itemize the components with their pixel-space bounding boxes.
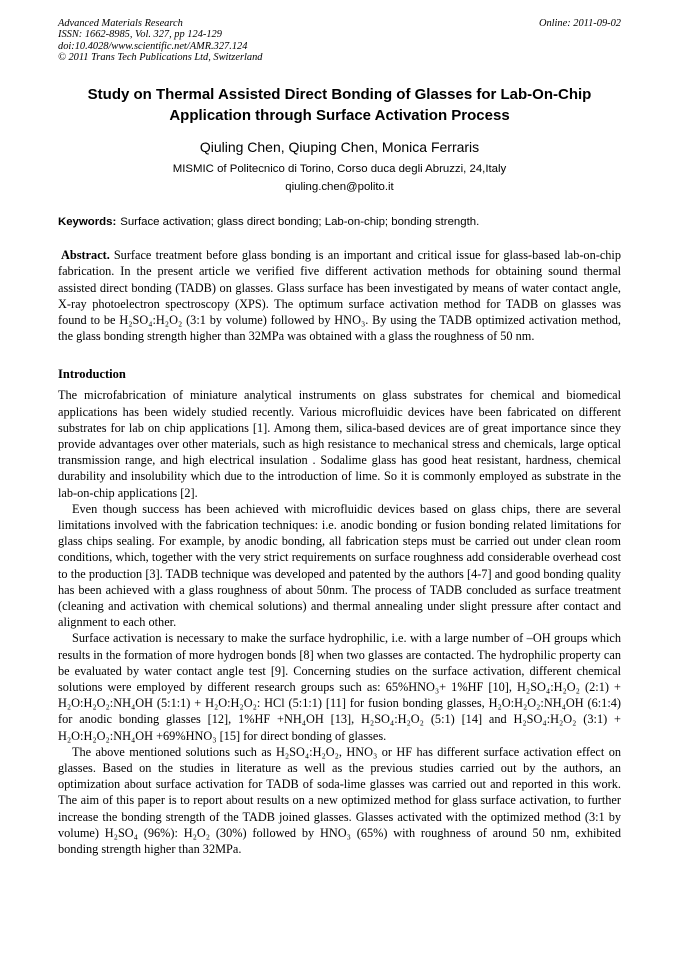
doi-line: doi:10.4028/www.scientific.net/AMR.327.124 (58, 40, 248, 52)
email-line: qiuling.chen@polito.it (285, 181, 394, 194)
online-date: Online: 2011-09-02 (538, 18, 621, 29)
issn-volume-line: ISSN: 1662-8985, Vol. 327, pp 124-129 (58, 29, 222, 41)
publication-header (58, 18, 621, 63)
intro-paragraph-1: The microfabrication of miniature analytical instruments on glass substrates for chemical and biomedical applications has been widely studied recently. Various microfluidic devices have been fabricated on different substrates for lab on chip applications [1]. Among them, silica-based devices are of great importance since they provide advantages over other materials, such as high resistance to mechanical stress and chemicals, large optical transmission range, and high electrical insulation . Sodalime glass has good heat resistant, hardness, chemical durability and insolubility which due to the introduction of lime. So it is commonly employed as substrate in the lab-on-chip applications [2]. (58, 388, 621, 500)
publication-info (58, 18, 262, 63)
keywords-label: Keywords: (58, 216, 117, 229)
abstract-paragraph (58, 247, 621, 344)
intro-paragraph-2: Even though success has been achieved with microfluidic devices based on glass chips, there are several limitations involved with the fabrication techniques: i.e. anodic bonding or fusion bonding related limitations for glass chips sealing. For example, by anodic bonding, all fabrication steps must be carried out under clean room conditions, which, together with the very strict requirements on surface roughness add considerable overhead cost to the production [3]. TADB technique was developed and patented by the authors [4-7] and good bonding quality has been achieved with a glass roughness of about 50nm. The process of TADB concluded as surface treatment (cleaning and activation with chemical solutions) and thermal annealing under slight pressure after contact and alignment to each other. (58, 501, 621, 630)
abstract-text: Surface treatment before glass bonding is an important and critical issue for glass-based lab-on-chip fabrication. In the present article we verified five different activation methods for obtaining sound thermal assisted direct bonding (TADB) on glasses. Glass surface has been investigated by means of water contact angle, X-ray photoelectron spectroscopy (XPS). The optimum surface activation method for TADB on glasses was found to be H₂SO₄:H₂O₂ (3:1 by volume) followed by HNO₃. By using the TADB optimized activation method, the glass bonding strength higher than 32MPa was obtained with a glass the roughness of 50 nm. (58, 248, 621, 344)
keywords-line (58, 215, 621, 230)
authors-line: Qiuling Chen, Qiuping Chen, Monica Ferraris (199, 139, 480, 156)
intro-paragraph-4: The above mentioned solutions such as H₂SO₄:H₂O₂, HNO₃ or HF has different surface activation effect on glasses. Based on the studies in literature as well as the previous studies carried out by the authors, an optimization about surface activation for TADB of soda-lime glasses was carried out and reported in this work. The aim of this paper is to report about results on a new optimized method for glass surface activation, to further increase the bonding strength of the TADB joined glasses. Glasses activated with the optimized method (3:1 by volume) H₂SO₄ (96%): H₂O₂ (30%) followed by HNO₃ (65%) with roughness of around 50 nm, exhibited bonding strength higher than 32MPa. (58, 744, 621, 857)
section-heading-introduction: Introduction (58, 367, 126, 382)
journal-name: Advanced Materials Research (58, 18, 183, 29)
abstract-label: Abstract. (61, 248, 110, 263)
keywords-text: Surface activation; glass direct bonding; Lab-on-chip; bonding strength. (120, 216, 480, 229)
affiliation-line: MISMIC of Politecnico di Torino, Corso duca degli Abruzzi, 24,Italy (172, 163, 507, 176)
copyright-line: © 2011 Trans Tech Publications Ltd, Switzerland (58, 51, 263, 63)
paper-title: Study on Thermal Assisted Direct Bonding of Glasses for Lab-On-Chip Application through Surface Activation Process (87, 86, 592, 125)
intro-paragraph-3: Surface activation is necessary to make the surface hydrophilic, i.e. with a large number of –OH groups which results in the formation of more hydrogen bonds [8] when two glasses are contacted. The hydrophilic property can be evaluated by water contact angle test [9]. Concerning studies on the surface activation, different chemical solutions were employed by different research groups such as: 65%HNO₃+ 1%HF [10], H₂SO₄:H₂O₂ (2:1) + H₂O:H₂O₂:NH₄OH (5:1:1) + H₂O:H₂O₂: HCl (5:1:1) [11] for fusion bonding glasses, H₂O:H₂O₂:NH₄OH (6:1:4) for anodic bonding glasses [12], 1%HF +NH₄OH [13], H₂SO₄:H₂O₂ (5:1) [14] and H₂SO₄:H₂O₂ (3:1) + H₂O:H₂O₂:NH₄OH +69%HNO₃ [15] for direct bonding of glasses. (58, 631, 621, 743)
